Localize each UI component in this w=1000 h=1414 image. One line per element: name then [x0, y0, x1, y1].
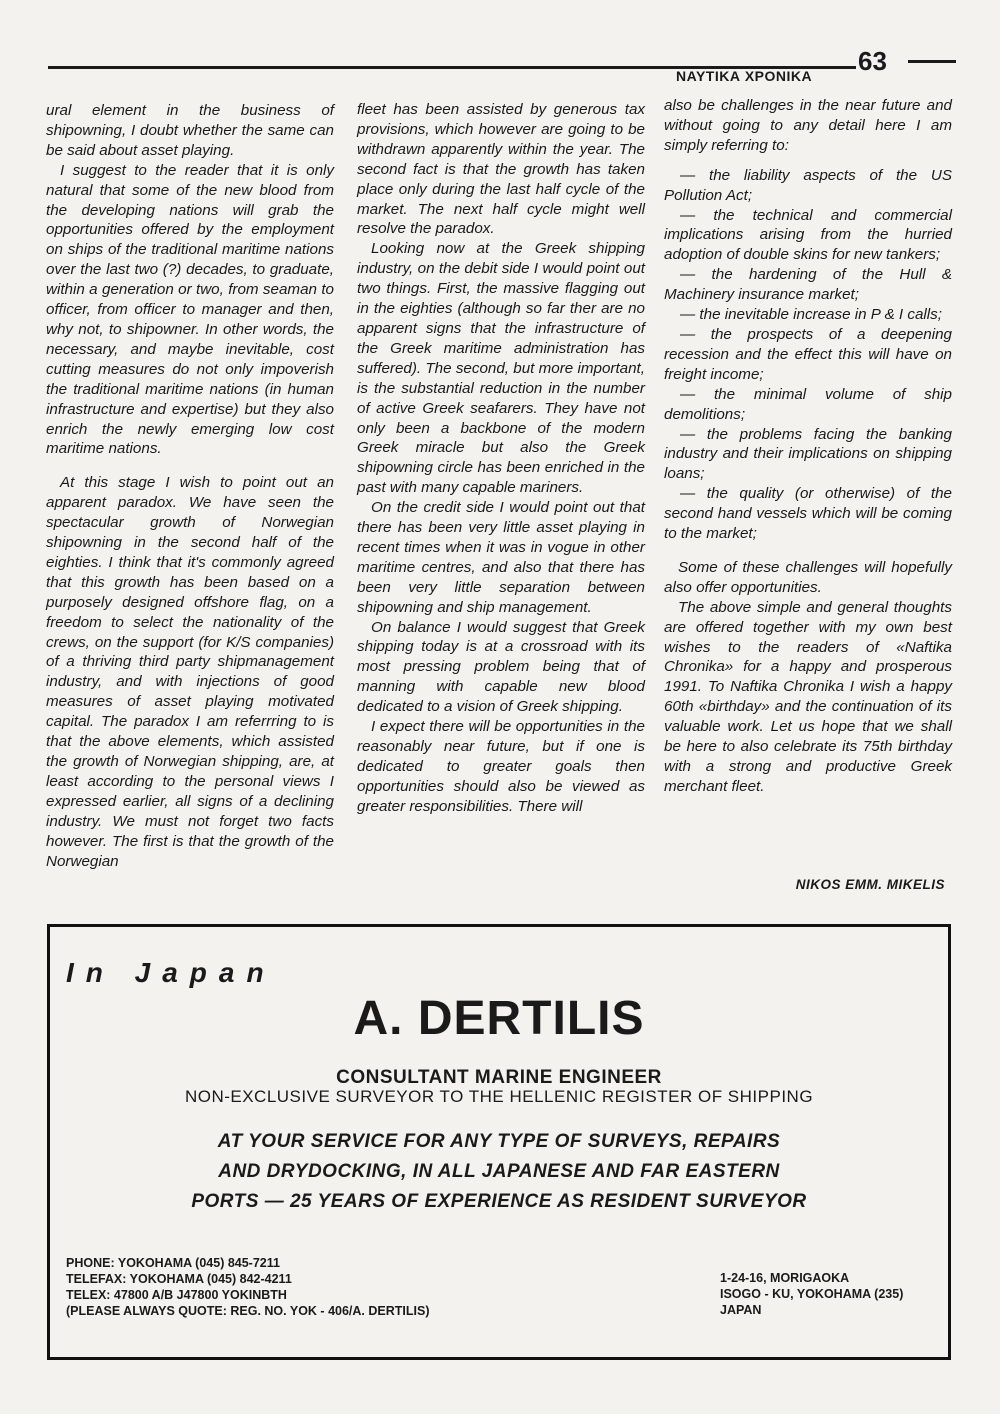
page-number: 63 — [858, 46, 887, 76]
publication-title: ΝΑΥΤΙΚΑ ΧΡΟΝΙΚΑ — [676, 68, 813, 84]
advertisement-box — [47, 924, 951, 1360]
paragraph: At this stage I wish to point out an apparent paradox. We have seen the spectacular growth of Norwegian shipowning in the second half of the eighties. I think that it's commonly agreed that this growth has been based on a purposely designed offshore flag, on a freedom to select the nationality of the crews, on the support (for K/S companies) of a thriving third party shipmanagement industry, and with injections of good measures of asset playing motivated capital. The paradox I am referrring to is that the above elements, which assisted the growth of Norwegian shipping, are, at least according to the personal views I expressed earlier, all signs of a declining industry. We must not forget two facts however. The first is that the growth of the Norwegian — [46, 474, 334, 870]
list-item: — the minimal volume of ship demolitions; — [664, 385, 952, 423]
article-column-2 — [357, 100, 645, 817]
ad-service-line: AT YOUR SERVICE FOR ANY TYPE OF SURVEYS, REPAIRS — [217, 1131, 781, 1152]
list-item: — the problems facing the banking industry and their implications on shipping loans; — [664, 425, 952, 483]
ad-service-line: PORTS — 25 YEARS OF EXPERIENCE AS RESIDENT SURVEYOR — [191, 1191, 807, 1212]
paragraph: ural element in the business of shipowning, I doubt whether the same can be said about asset playing. — [46, 102, 334, 159]
list-item: — the technical and commercial implications arising from the hurried adoption of double skins for new tankers; — [664, 206, 952, 264]
paragraph: Looking now at the Greek shipping industry, on the debit side I would point out two things. First, the massive flagging out in the eighties (although so far ther are no apparent signs that the infrastructure of the Greek maritime administration has suffered). The second, but more important, is the substantial reduction in the number of active Greek seafarers. They have not only been a backbone of the modern Greek miracle but also the Greek shipowning circle has been enriched in the past with many capable mariners. — [357, 240, 645, 497]
ad-service-text — [50, 1127, 948, 1217]
paragraph: On the credit side I would point out that there has been very little asset playing in recent times when it was in vogue in other maritime centres, and also that there has been very little separation between shipowning and ship management. — [357, 499, 645, 616]
ad-address-line: JAPAN — [720, 1303, 762, 1317]
ad-title: CONSULTANT MARINE ENGINEER — [336, 1067, 662, 1088]
list-item: — the liability aspects of the US Pollution Act; — [664, 166, 952, 204]
ad-phone: PHONE: YOKOHAMA (045) 845-7211 — [66, 1256, 280, 1270]
ad-subtitle: NON-EXCLUSIVE SURVEYOR TO THE HELLENIC REGISTER OF SHIPPING — [184, 1087, 814, 1106]
article-column-1 — [46, 101, 334, 871]
ad-address-line: ISOGO - KU, YOKOHAMA (235) — [720, 1287, 904, 1301]
ad-service-line: AND DRYDOCKING, IN ALL JAPANESE AND FAR EASTERN — [218, 1161, 780, 1182]
ad-reference-note: (PLEASE ALWAYS QUOTE: REG. NO. YOK - 406/A. DERTILIS) — [66, 1304, 430, 1318]
list-item: — the hardening of the Hull & Machinery insurance market; — [664, 266, 952, 304]
ad-address-line: 1-24-16, MORIGAOKA — [720, 1271, 850, 1285]
author-signature: NIKOS EMM. MIKELIS — [795, 877, 945, 892]
paragraph: fleet has been assisted by generous tax provisions, which however are going to be withdrawn apparently within the year. The second fact is that the growth has taken place only during the last half cycle of the market. The next half cycle might well resolve the paradox. — [357, 101, 645, 238]
list-item: — the quality (or otherwise) of the second hand vessels which will be coming to the market; — [664, 485, 952, 543]
ad-company-name: A. DERTILIS — [353, 992, 645, 1045]
list-item: — the prospects of a deepening recession and the effect this will have on freight income; — [664, 325, 952, 383]
paragraph: The above simple and general thoughts are offered together with my own best wishes to the readers of «Naftika Chronika» for a happy and prosperous 1991. To Naftika Chronika I wish a happy 60th «birthday» and the continuation of its valuable work. Let us hope that we shall be here to also celebrate its 75th birthday with a strong and productive Greek merchant fleet. — [664, 598, 952, 795]
paragraph: Some of these challenges will hopefully also offer opportunities. — [664, 558, 952, 596]
list-item: — the inevitable increase in P & I calls; — [680, 306, 942, 324]
ad-telefax: TELEFAX: YOKOHAMA (045) 842-4211 — [66, 1272, 292, 1286]
ad-telex: TELEX: 47800 A/B J47800 YOKINBTH — [66, 1288, 287, 1302]
ad-address — [720, 1270, 903, 1318]
header-rule-right — [908, 60, 956, 63]
article-column-3 — [664, 96, 952, 797]
ad-contact-details — [66, 1255, 429, 1319]
paragraph: On balance I would suggest that Greek shipping today is at a crossroad with its most pressing problem being that of manning with capable new blood dedicated to a vision of Greek shipping. — [357, 618, 645, 716]
paragraph: I expect there will be opportunities in the reasonably near future, but if one is dedicated to greater goals then opportunities should also be viewed as greater responsibilities. There will — [357, 718, 645, 815]
paragraph: also be challenges in the near future and without going to any detail here I am simply referring to: — [664, 97, 952, 154]
ad-location-tag: In Japan — [66, 957, 276, 988]
paragraph: I suggest to the reader that it is only natural that some of the new blood from the developing nations will grab the opportunities offered by the employment on ships of the traditional maritime nations over the last two (?) decades, to graduate, within a generation or two, from seaman to officer, from officer to manager and then, why not, to shipowner. In other words, the necessary, and maybe inevitable, cost cutting measures do not only impoverish the traditional maritime nations (in human infrastructure and expertise) but they also enrich the newly emerging low cost maritime nations. — [46, 161, 334, 458]
